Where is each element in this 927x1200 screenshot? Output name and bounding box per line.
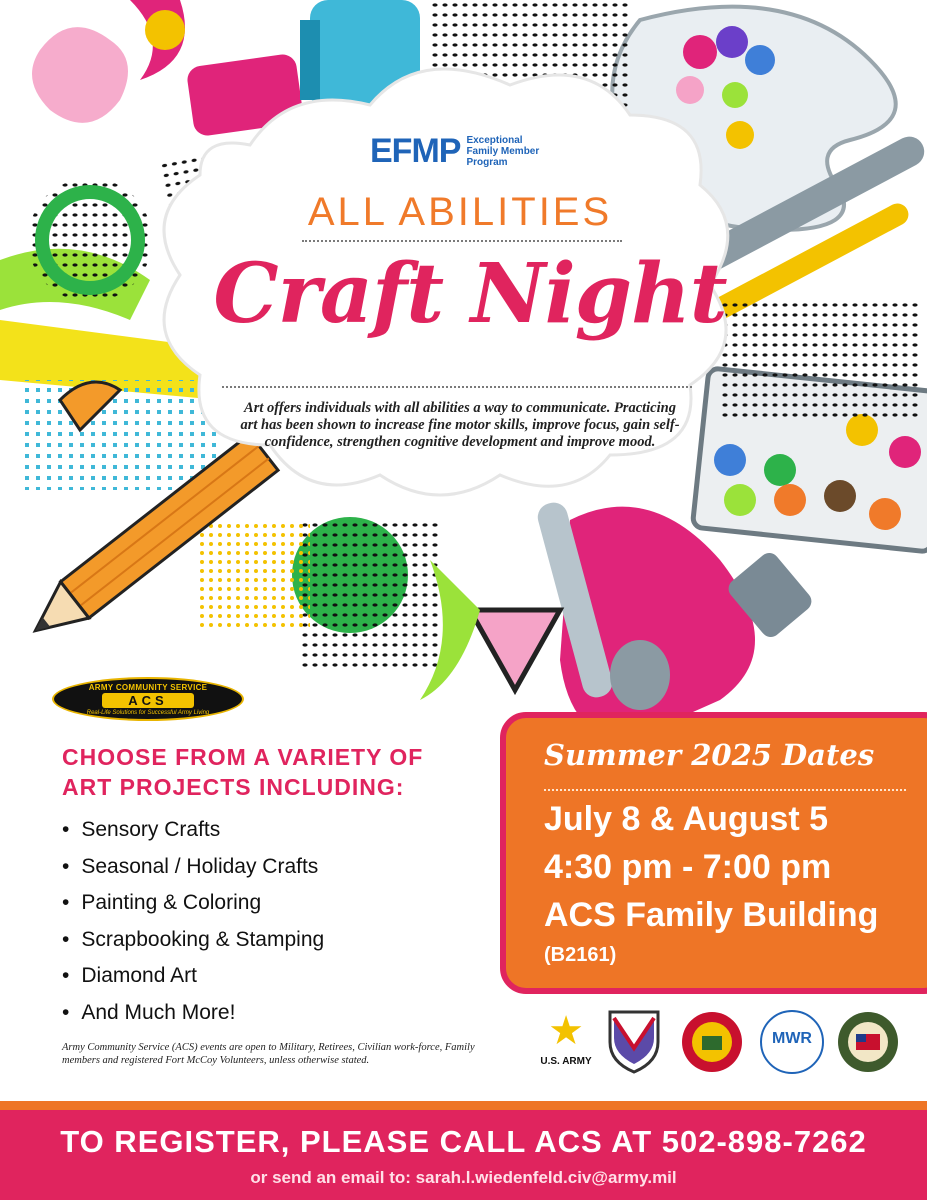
- acs-logo-tagline: Real-Life Solutions for Successful Army Living: [86, 710, 210, 716]
- event-subtitle: ALL ABILITIES: [307, 190, 613, 234]
- event-time: 4:30 pm - 7:00 pm: [544, 848, 832, 886]
- registration-footer: [0, 1101, 927, 1200]
- army-star-icon: ★: [548, 1009, 584, 1053]
- efmp-line1: Exceptional: [466, 135, 523, 146]
- eligibility-disclaimer: Army Community Service (ACS) events are open to Military, Retirees, Civilian work-force, Family members and registered Fort McCoy Volunteers, unless otherwise stated.: [62, 1042, 475, 1066]
- list-item: • Painting & Coloring: [62, 885, 324, 922]
- efmp-mark: EFMP: [370, 132, 461, 170]
- list-item: • Seasonal / Holiday Crafts: [62, 849, 324, 886]
- projects-heading-line1: CHOOSE FROM A VARIETY OF: [62, 744, 424, 770]
- list-item: • And Much More!: [62, 995, 324, 1032]
- acs-logo: [52, 677, 244, 721]
- dates-divider: [544, 789, 906, 791]
- projects-heading: [62, 742, 423, 802]
- register-phone-text: TO REGISTER, PLEASE CALL ACS AT 502-898-7262: [60, 1124, 867, 1159]
- acs-logo-mark: ACS: [102, 693, 194, 708]
- efmp-program-name: [466, 135, 539, 168]
- efmp-line3: Program: [466, 157, 508, 168]
- list-item: • Diamond Art: [62, 958, 324, 995]
- event-title: Craft Night: [213, 246, 727, 342]
- projects-list: [62, 812, 324, 1031]
- list-item: • Scrapbooking & Stamping: [62, 922, 324, 959]
- efmp-line2: Family Member: [466, 146, 540, 157]
- shield-insignia-icon: [606, 1008, 662, 1074]
- efmp-logo: [370, 132, 539, 171]
- event-location: ACS Family Building: [544, 896, 879, 934]
- event-building-number: (B2161): [544, 944, 617, 966]
- mwr-logo-text: MWR: [772, 1030, 812, 1047]
- event-dates-box: [500, 712, 927, 994]
- support-seal-icon: [680, 1010, 744, 1074]
- list-item: • Sensory Crafts: [62, 812, 324, 849]
- acs-logo-top-text: ARMY COMMUNITY SERVICE: [88, 683, 208, 692]
- divider-bottom: [222, 386, 692, 388]
- register-email-text[interactable]: or send an email to: sarah.l.wiedenfeld.civ@army.mil: [250, 1168, 677, 1187]
- projects-heading-line2: ART PROJECTS INCLUDING:: [62, 774, 405, 800]
- dates-title: Summer 2025 Dates: [544, 738, 875, 772]
- army-mwr-logo: [760, 1010, 824, 1074]
- divider-top: [302, 240, 622, 242]
- army-logo-text: U.S. ARMY: [540, 1056, 592, 1067]
- intro-paragraph: Art offers individuals with all abilities a way to communicate. Practicing art has been shown to increase fine motor skills, improve focus, gain self-confidence, strengthen cognitive development and improve mood.: [240, 400, 680, 450]
- outreach-seal-icon: [836, 1010, 900, 1074]
- us-army-logo: [536, 1006, 596, 1067]
- event-days: July 8 & August 5: [544, 800, 829, 838]
